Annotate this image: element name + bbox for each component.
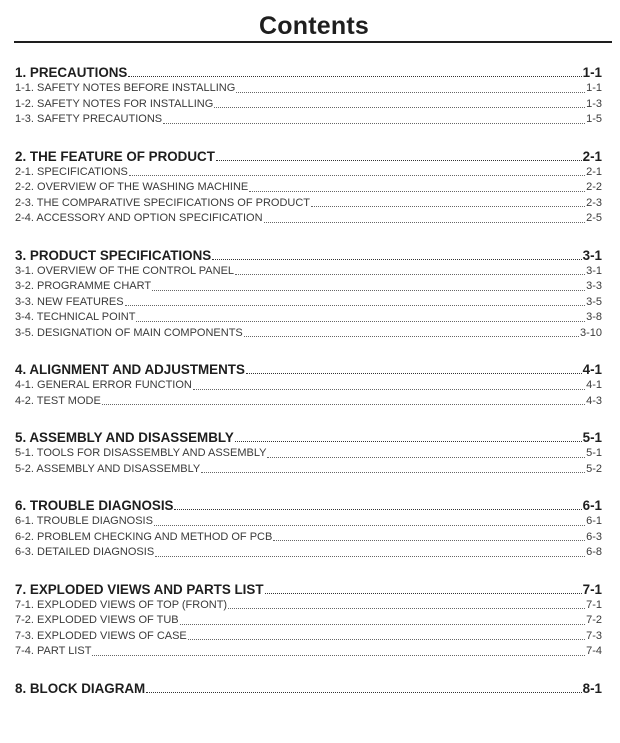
toc-entry-label: 1-3. SAFETY PRECAUTIONS <box>15 113 163 125</box>
toc-entry-page-number: 4-1 <box>586 379 602 391</box>
toc-entry-page-number: 2-3 <box>586 196 602 209</box>
toc-chapter-label: 4. ALIGNMENT AND ADJUSTMENTS <box>15 362 245 377</box>
toc-entry-label: 6-3. DETAILED DIAGNOSIS <box>15 546 155 558</box>
toc-entry[interactable] <box>15 545 602 561</box>
dot-leader <box>228 608 585 609</box>
toc-entry-page-number: 7-2 <box>586 614 602 626</box>
toc-entry-label: 6-2. PROBLEM CHECKING AND METHOD OF PCB <box>15 530 273 543</box>
toc-entry-page-number: 6-3 <box>586 530 602 543</box>
toc-entry[interactable] <box>15 264 602 280</box>
toc-chapter-page-number: 8-1 <box>582 680 602 696</box>
toc-entry-label: 7-1. EXPLODED VIEWS OF TOP (FRONT) <box>15 598 228 611</box>
toc-chapter[interactable] <box>15 582 602 598</box>
toc-entry[interactable] <box>15 196 602 212</box>
toc-entry-page-number: 3-10 <box>579 326 602 339</box>
toc-entry-page-number: 7-1 <box>586 598 602 611</box>
section-spacer <box>15 128 602 149</box>
toc-chapter-label: 5. ASSEMBLY AND DISASSEMBLY <box>15 430 234 445</box>
toc-entry-label: 6-1. TROUBLE DIAGNOSIS <box>15 515 153 527</box>
toc-entry-label: 7-2. EXPLODED VIEWS OF TUB <box>15 614 179 626</box>
toc-entry[interactable] <box>15 598 602 614</box>
dot-leader <box>180 624 585 625</box>
dot-leader <box>128 76 581 77</box>
toc-entry-page-number: 2-2 <box>586 181 602 193</box>
toc-entry[interactable] <box>15 180 602 196</box>
toc-entry[interactable] <box>15 446 602 462</box>
dot-leader <box>155 556 585 557</box>
toc-entry-page-number: 4-3 <box>586 394 602 407</box>
toc-chapter-label: 7. EXPLODED VIEWS AND PARTS LIST <box>15 581 264 597</box>
dot-leader <box>265 593 582 594</box>
toc-entry-label: 2-4. ACCESSORY AND OPTION SPECIFICATION <box>15 212 263 224</box>
toc-entry-page-number: 7-3 <box>586 629 602 642</box>
toc-entry-label: 2-2. OVERVIEW OF THE WASHING MACHINE <box>15 181 249 193</box>
toc-entry-label: 7-4. PART LIST <box>15 645 92 657</box>
toc-entry-label: 3-2. PROGRAMME CHART <box>15 280 152 292</box>
section-spacer <box>15 477 602 498</box>
toc-entry-page-number: 3-3 <box>586 280 602 292</box>
toc-entry[interactable] <box>15 112 602 128</box>
dot-leader <box>129 175 585 176</box>
dot-leader <box>273 540 585 541</box>
toc-entry-page-number: 1-3 <box>586 97 602 110</box>
toc-chapter-page-number: 1-1 <box>582 65 602 80</box>
section-spacer <box>15 341 602 362</box>
toc-entry-label: 5-1. TOOLS FOR DISASSEMBLY AND ASSEMBLY <box>15 447 267 459</box>
toc-chapter-label: 6. TROUBLE DIAGNOSIS <box>15 498 174 513</box>
dot-leader <box>235 441 582 442</box>
toc-entry-page-number: 1-5 <box>586 113 602 125</box>
dot-leader <box>244 336 579 337</box>
dot-leader <box>201 472 585 473</box>
toc-section <box>15 248 602 342</box>
toc-entry[interactable] <box>15 462 602 478</box>
toc-entry[interactable] <box>15 378 602 394</box>
section-spacer <box>15 227 602 248</box>
toc-entry-page-number: 3-1 <box>586 264 602 277</box>
toc-entry-label: 3-4. TECHNICAL POINT <box>15 311 136 323</box>
toc-section <box>15 681 602 697</box>
toc-section <box>15 362 602 409</box>
toc-entry-label: 3-3. NEW FEATURES <box>15 295 124 308</box>
toc-entry-label: 4-2. TEST MODE <box>15 394 101 407</box>
dot-leader <box>152 290 585 291</box>
toc-entry-page-number: 7-4 <box>586 645 602 657</box>
toc-chapter[interactable] <box>15 498 602 514</box>
dot-leader <box>174 509 581 510</box>
toc-entry-label: 7-3. EXPLODED VIEWS OF CASE <box>15 629 187 642</box>
toc-entry[interactable] <box>15 310 602 326</box>
section-spacer <box>15 561 602 582</box>
toc-entry-page-number: 3-5 <box>586 295 602 308</box>
toc-chapter[interactable] <box>15 248 602 264</box>
page-title: Contents <box>259 12 369 40</box>
toc-chapter-page-number: 2-1 <box>582 148 602 164</box>
dot-leader <box>311 206 585 207</box>
toc-entry[interactable] <box>15 613 602 629</box>
dot-leader <box>92 655 585 656</box>
toc-entry-page-number: 2-5 <box>586 212 602 224</box>
toc-section <box>15 430 602 477</box>
toc-entry-page-number: 1-1 <box>586 82 602 94</box>
toc-chapter-label: 2. THE FEATURE OF PRODUCT <box>15 148 215 164</box>
toc-entry-label: 2-1. SPECIFICATIONS <box>15 165 128 178</box>
toc-entry-page-number: 5-2 <box>586 462 602 475</box>
dot-leader <box>236 92 585 93</box>
toc-entry-label: 2-3. THE COMPARATIVE SPECIFICATIONS OF PRODUCT <box>15 196 310 209</box>
toc-entry[interactable] <box>15 629 602 645</box>
toc-chapter-page-number: 3-1 <box>582 247 602 263</box>
dot-leader <box>146 692 581 693</box>
toc-entry[interactable] <box>15 394 602 410</box>
toc-entry[interactable] <box>15 279 602 295</box>
toc-chapter[interactable] <box>15 681 602 697</box>
dot-leader <box>246 373 582 374</box>
toc-chapter-page-number: 4-1 <box>582 362 602 377</box>
dot-leader <box>235 274 585 275</box>
toc-entry[interactable] <box>15 514 602 530</box>
toc-entry-label: 1-1. SAFETY NOTES BEFORE INSTALLING <box>15 82 236 94</box>
toc-section <box>15 65 602 128</box>
toc-entry[interactable] <box>15 165 602 181</box>
toc-entry[interactable] <box>15 644 602 660</box>
toc-entry-page-number: 5-1 <box>586 447 602 459</box>
toc-entry-page-number: 3-8 <box>586 311 602 323</box>
toc-entry[interactable] <box>15 97 602 113</box>
dot-leader <box>249 191 585 192</box>
toc-entry-page-number: 6-8 <box>586 546 602 558</box>
toc-entry[interactable] <box>15 81 602 97</box>
dot-leader <box>212 259 581 260</box>
toc-entry-page-number: 6-1 <box>586 515 602 527</box>
toc-entry-label: 3-5. DESIGNATION OF MAIN COMPONENTS <box>15 326 243 339</box>
toc-chapter-page-number: 7-1 <box>582 581 602 597</box>
toc-section <box>15 498 602 561</box>
section-spacer <box>15 660 602 681</box>
toc-entry[interactable] <box>15 211 602 227</box>
dot-leader <box>102 404 585 405</box>
dot-leader <box>216 160 582 161</box>
toc-entry[interactable] <box>15 326 602 342</box>
dot-leader <box>214 107 585 108</box>
toc-entry-page-number: 2-1 <box>586 165 602 178</box>
toc-section <box>15 149 602 227</box>
dot-leader <box>163 123 585 124</box>
table-of-contents <box>15 65 602 697</box>
toc-entry-label: 4-1. GENERAL ERROR FUNCTION <box>15 379 192 391</box>
toc-chapter[interactable] <box>15 430 602 446</box>
toc-section <box>15 582 602 660</box>
dot-leader <box>136 321 585 322</box>
dot-leader <box>154 525 585 526</box>
toc-chapter[interactable] <box>15 65 602 81</box>
toc-entry-label: 3-1. OVERVIEW OF THE CONTROL PANEL <box>15 264 235 277</box>
toc-chapter-page-number: 6-1 <box>582 498 602 513</box>
toc-chapter[interactable] <box>15 149 602 165</box>
section-spacer <box>15 409 602 430</box>
toc-entry-label: 5-2. ASSEMBLY AND DISASSEMBLY <box>15 462 201 475</box>
toc-entry-label: 1-2. SAFETY NOTES FOR INSTALLING <box>15 97 214 110</box>
toc-entry[interactable] <box>15 295 602 311</box>
toc-chapter[interactable] <box>15 362 602 378</box>
dot-leader <box>125 305 586 306</box>
toc-chapter-page-number: 5-1 <box>582 430 602 445</box>
dot-leader <box>267 457 585 458</box>
title-rule <box>14 41 612 43</box>
toc-chapter-label: 1. PRECAUTIONS <box>15 65 128 80</box>
dot-leader <box>188 639 585 640</box>
toc-entry[interactable] <box>15 530 602 546</box>
toc-chapter-label: 3. PRODUCT SPECIFICATIONS <box>15 247 212 263</box>
dot-leader <box>193 389 585 390</box>
dot-leader <box>264 222 586 223</box>
toc-chapter-label: 8. BLOCK DIAGRAM <box>15 680 146 696</box>
